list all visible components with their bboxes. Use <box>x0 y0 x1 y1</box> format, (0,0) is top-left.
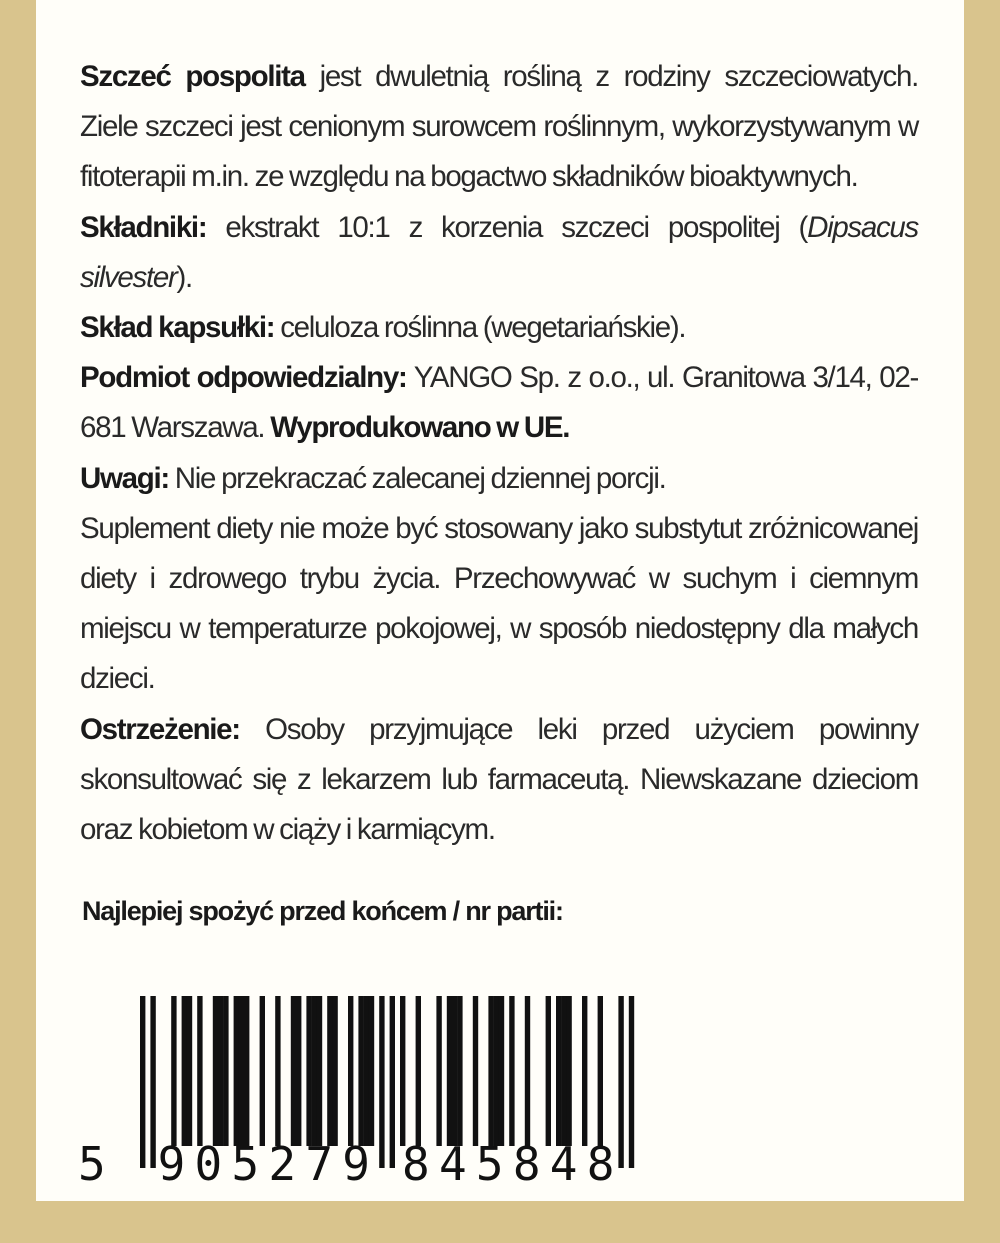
barcode-bar <box>291 996 296 1146</box>
barcode-bar <box>312 996 317 1146</box>
barcode-bar <box>447 996 452 1146</box>
label-text-run: ekstrakt 10:1 z korzenia szczeci pospolitej ( <box>206 210 808 244</box>
barcode-bar <box>182 996 187 1146</box>
barcode-bar <box>358 996 363 1146</box>
barcode-bar <box>218 996 223 1146</box>
label-heading: Wyprodukowano w UE. <box>270 411 570 445</box>
label-heading: Ostrzeżenie: <box>80 712 240 746</box>
barcode-bar <box>234 996 239 1146</box>
barcode-bar <box>436 996 441 1146</box>
barcode-bar <box>213 996 218 1146</box>
barcode-bar <box>379 996 384 1168</box>
ean-barcode <box>78 996 615 1191</box>
barcode-bar <box>509 996 514 1146</box>
label-heading: Składniki: <box>80 210 207 244</box>
barcode-bar <box>390 996 395 1168</box>
label-paragraph <box>80 52 918 203</box>
barcode-digits: 5 <box>78 1137 106 1191</box>
barcode-bar <box>457 996 462 1146</box>
label-paragraph <box>80 353 918 453</box>
barcode-digits: 845848 <box>402 1137 615 1191</box>
barcode-bar <box>499 996 504 1146</box>
barcode-bar <box>582 996 587 1146</box>
label-paragraph <box>80 504 918 705</box>
barcode-bar <box>275 996 280 1146</box>
barcode-bar <box>140 996 145 1168</box>
barcode-bar <box>187 996 192 1146</box>
barcode-bar <box>306 996 311 1146</box>
barcode-bar <box>546 996 551 1146</box>
barcode-bar <box>244 996 249 1146</box>
barcode-bar <box>416 996 421 1146</box>
label-text-run: ). <box>176 260 192 294</box>
barcode-bar <box>296 996 301 1146</box>
barcode-bar <box>348 996 353 1146</box>
barcode-digits: 905279 <box>157 1137 370 1191</box>
barcode-bar <box>332 996 337 1146</box>
barcode-bar <box>473 996 478 1146</box>
barcode-bar <box>400 996 405 1146</box>
label-text-run: Osoby przyjmujące leki przed użyciem powinny skonsultować się z lekarzem lub farmaceutą. Niewskazane dzieciom oraz kobietom w ciąży i karmiącym. <box>80 712 918 847</box>
barcode-bar <box>260 996 265 1146</box>
label-heading: Uwagi: <box>80 461 169 495</box>
label-text <box>80 52 918 855</box>
label-paragraph <box>80 705 918 856</box>
label-text-run: Nie przekraczać zalecanej dziennej porcji. <box>168 461 666 495</box>
barcode-bar <box>629 996 634 1168</box>
barcode-bar <box>150 996 155 1168</box>
barcode-bar <box>618 996 623 1168</box>
product-label <box>36 0 964 1201</box>
label-text-run: YANGO Sp. z o.o., ul. Granitowa 3/14, 02-681 Warszawa. <box>80 361 918 445</box>
barcode-bar <box>364 996 369 1146</box>
label-paragraph <box>80 203 918 303</box>
barcode-bar <box>197 996 202 1146</box>
label-text-run: celuloza roślinna (wegetariańskie). <box>274 311 686 345</box>
label-text-run: Dipsacus silvester <box>80 210 918 294</box>
label-heading: Podmiot odpowiedzialny: <box>80 361 407 395</box>
barcode-bar <box>525 996 530 1146</box>
barcode-bar <box>561 996 566 1146</box>
barcode-bar <box>223 996 228 1146</box>
barcode-bar <box>317 996 322 1146</box>
label-paragraph <box>80 303 918 353</box>
barcode-bar <box>369 996 374 1146</box>
barcode-bar <box>566 996 571 1146</box>
label-paragraph <box>80 454 918 504</box>
barcode-bar <box>239 996 244 1146</box>
barcode-bar <box>327 996 332 1146</box>
barcode-bar <box>598 996 603 1146</box>
barcode-bar <box>494 996 499 1146</box>
barcode-bar <box>171 996 176 1146</box>
barcode-bar <box>556 996 561 1146</box>
barcode-bar <box>488 996 493 1146</box>
best-before-text: Najlepiej spożyć przed końcem / nr partii: <box>82 896 563 926</box>
label-text-run: Suplement diety nie może być stosowany jako substytut zróżnicowanej diety i zdrowego trybu życia. Przechowywać w suchym i ciemnym miejscu w temperaturze pokojowej, w sposób niedostępny dla małych dzieci. <box>80 511 918 696</box>
barcode-bar <box>452 996 457 1146</box>
label-heading: Szczeć pospolita <box>80 60 305 93</box>
label-heading: Skład kapsułki: <box>80 311 275 345</box>
label-text-run: jest dwuletnią rośliną z rodziny szczeciowatych. Ziele szczeci jest cenionym surowcem roślinnym, wykorzystywanym w fitoterapii m.in. ze względu na bogactwo składników bioaktywnych. <box>80 60 918 194</box>
